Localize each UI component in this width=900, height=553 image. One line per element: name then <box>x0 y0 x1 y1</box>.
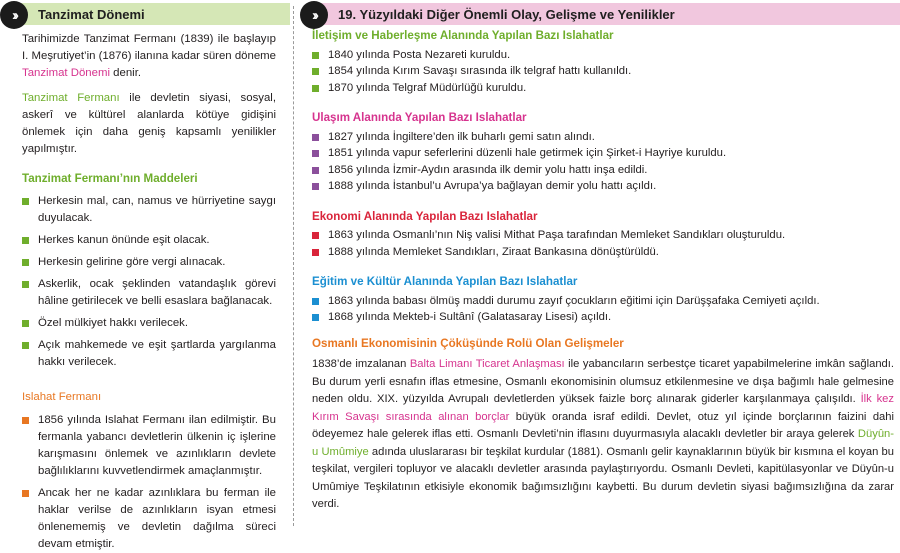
square-bullet-icon <box>312 150 319 157</box>
double-chevron-icon: ›› <box>300 1 328 29</box>
intro-paragraph <box>22 31 276 82</box>
square-bullet-icon <box>22 320 29 327</box>
square-bullet-icon <box>312 52 319 59</box>
square-bullet-icon <box>22 198 29 205</box>
header-title: Tanzimat Dönemi <box>13 3 290 25</box>
list-item-text: 1827 yılında İngiltere’den ilk buharlı gemi satın alındı. <box>328 130 595 143</box>
reform-section <box>312 274 896 326</box>
reform-item <box>312 293 896 310</box>
header-title: 19. Yüzyıldaki Diğer Önemli Olay, Gelişme ve Yenilikler <box>313 3 900 25</box>
reform-item <box>312 244 896 261</box>
list-item-text: 1856 yılında Islahat Fermanı ilan edilmiştir. Bu fermanla yabancı devletlerin ülkenin iç işlerine karışmasını önlemek ve azınlıkların devlete bağlılıklarını kuvvetlendirmek amaçlanmıştır. <box>38 414 276 477</box>
article-item <box>22 232 276 249</box>
purpose-paragraph <box>22 90 276 158</box>
articles-title: Tanzimat Fermanı’nın Maddeleri <box>22 172 198 185</box>
reform-item <box>312 63 896 80</box>
articles-list <box>22 193 276 371</box>
list-item-text: 1888 yılında İstanbul’u Avrupa’ya bağlayan demir yolu hattı açıldı. <box>328 180 657 192</box>
reform-list <box>312 47 896 97</box>
square-bullet-icon <box>312 298 319 305</box>
list-item-text: Herkesin gelirine göre vergi alınacak. <box>38 256 226 268</box>
text-run: ile yabancıların serbestçe ticaret yapabilmelerine imkân sağlandı. Bu durum yerli esnafın iflas etmesine, Osmanlı ekonomisinin olumsuz etkilenmesine ve dışa bağımlı hale gelmesine neden oldu. XIX. yüzyılda Avrupalı devletlerden yüksek faizle borç alınarak giderler karşılanmaya çalışıldı. <box>312 358 894 405</box>
square-bullet-icon <box>22 237 29 244</box>
reform-item <box>312 309 896 326</box>
square-bullet-icon <box>312 314 319 321</box>
section-header-tanzimat <box>0 1 290 25</box>
reform-item <box>312 80 896 97</box>
list-item-text: 1870 yılında Telgraf Müdürlüğü kuruldu. <box>328 81 527 94</box>
square-bullet-icon <box>22 417 29 424</box>
list-item-text: Herkes kanun önünde eşit olacak. <box>38 234 210 246</box>
list-item-text: 1868 yılında Mekteb-i Sultânî (Galatasaray Lisesi) açıldı. <box>328 311 612 323</box>
list-item-text: Açık mahkemede ve eşit şartlarda yargılanma hakkı verilecek. <box>38 339 276 368</box>
reform-item <box>312 47 896 64</box>
reform-section <box>312 209 896 261</box>
article-item <box>22 337 276 371</box>
islahat-list <box>22 412 276 553</box>
list-item-text: Herkesin mal, can, namus ve hürriyetine saygı duyulacak. <box>38 195 276 224</box>
reform-list <box>312 293 896 326</box>
text-run: denir. <box>110 67 142 79</box>
islahat-item <box>22 485 276 553</box>
reform-section-title: İletişim ve Haberleşme Alanında Yapılan Bazı Islahatlar <box>312 29 614 42</box>
square-bullet-icon <box>22 281 29 288</box>
list-item-text: 1854 yılında Kırım Savaşı sırasında ilk telgraf hattı kullanıldı. <box>328 65 632 77</box>
article-item <box>22 315 276 332</box>
double-chevron-icon: ›› <box>0 1 28 29</box>
highlighted-term: İlk kez Kırım Savaşı sırasında alınan borçlar <box>312 393 894 423</box>
text-run: büyük oranda israf edildi. Devlet, otuz yıl içinde borçlarının faizini dahi ödeyemez hale gelerek iflas etti. Osmanlı Devleti’nin iflasını duyurmasıyla alacaklı devletler bir araya gelerek <box>312 410 894 440</box>
square-bullet-icon <box>22 259 29 266</box>
islahat-title: Islahat Fermanı <box>22 391 102 403</box>
square-bullet-icon <box>312 183 319 190</box>
square-bullet-icon <box>312 134 319 141</box>
reform-section <box>312 28 896 96</box>
list-item-text: 1840 yılında Posta Nezareti kuruldu. <box>328 48 511 61</box>
economy-paragraph <box>312 356 896 514</box>
text-run: adında uluslararası bir teşkilat kurdular (1881). Osmanlı gelir kaynaklarının büyük bir kısmına el koyan bu teşkilat, vergileri topluyor ve alacaklı devletler arasında paylaştırıyordu. Osmanlı Devleti, kapitülasyonlar ve Düyûn-u Umûmiye Teşkilatının etkisiyle ekonomik bağımsızlığını kaybetti. Bu durum devletin siyasi bağımsızlığına da zarar verdi. <box>312 445 894 510</box>
reform-section-title: Ekonomi Alanında Yapılan Bazı Islahatlar <box>312 209 538 223</box>
text-run: ile devletin siyasi, sosyal, askerî ve kültürel alanlarda kötüye gidişini önlemek için daha geniş kapsamlı yenilikler yapılmıştır. <box>22 92 276 155</box>
highlighted-term: Tanzimat Fermanı <box>22 92 120 104</box>
list-item-text: 1851 yılında vapur seferlerini düzenli hale getirmek için Şirket-i Hayriye kuruldu. <box>328 147 727 159</box>
list-item-text: 1863 yılında babası ölmüş maddi durumu zayıf çocukların eğitimi için Darüşşafaka Cemiyeti açıldı. <box>328 294 820 307</box>
right-column <box>300 0 896 528</box>
square-bullet-icon <box>22 490 29 497</box>
reform-list <box>312 227 896 260</box>
text-run: 1838’de imzalanan <box>312 358 410 370</box>
reform-section <box>312 110 896 195</box>
article-item <box>22 193 276 227</box>
square-bullet-icon <box>22 342 29 349</box>
islahat-item <box>22 412 276 480</box>
reform-item <box>312 162 896 179</box>
left-column <box>0 0 290 550</box>
list-item-text: Askerlik, ocak şeklinden vatandaşlık görevi hâline getirilecek ve belli esaslara bağlanacak. <box>38 278 276 307</box>
square-bullet-icon <box>312 68 319 75</box>
square-bullet-icon <box>312 249 319 256</box>
list-item-text: Ancak her ne kadar azınlıklara bu ferman ile haklar verilse de azınlıkların isyan etmesi önlenememiş ve devletin dağılma süreci devam etmiştir. <box>38 487 276 550</box>
reform-section-title: Eğitim ve Kültür Alanında Yapılan Bazı Islahatlar <box>312 275 578 288</box>
list-item-text: 1888 yılında Memleket Sandıkları, Ziraat Bankasına dönüştürüldü. <box>328 245 659 258</box>
square-bullet-icon <box>312 232 319 239</box>
square-bullet-icon <box>312 85 319 92</box>
economy-title: Osmanlı Ekonomisinin Çöküşünde Rolü Olan Gelişmeler <box>312 336 624 350</box>
reform-item <box>312 145 896 162</box>
highlighted-term: Tanzimat Dönemi <box>22 67 110 79</box>
reform-section-title: Ulaşım Alanında Yapılan Bazı Islahatlar <box>312 111 527 124</box>
section-header-19th-century <box>300 1 896 25</box>
list-item-text: Özel mülkiyet hakkı verilecek. <box>38 317 189 329</box>
article-item <box>22 254 276 271</box>
reform-item <box>312 129 896 146</box>
reform-item <box>312 178 896 195</box>
highlighted-term: Düyûn-u Umûmiye <box>312 428 894 458</box>
list-item-text: 1856 yılında İzmir-Aydın arasında ilk demir yolu hattı inşa edildi. <box>328 163 648 176</box>
square-bullet-icon <box>312 167 319 174</box>
reform-item <box>312 227 896 244</box>
highlighted-term: Balta Limanı Ticaret Anlaşması <box>409 358 565 370</box>
text-run: Tarihimizde Tanzimat Fermanı (1839) ile başlayıp I. Meşrutiyet’in (1876) ilanına kadar süren döneme <box>22 33 276 62</box>
reform-list <box>312 129 896 195</box>
column-divider <box>293 6 294 526</box>
article-item <box>22 276 276 310</box>
list-item-text: 1863 yılında Osmanlı’nın Niş valisi Mithat Paşa tarafından Memleket Sandıkları oluşturuldu. <box>328 229 786 241</box>
